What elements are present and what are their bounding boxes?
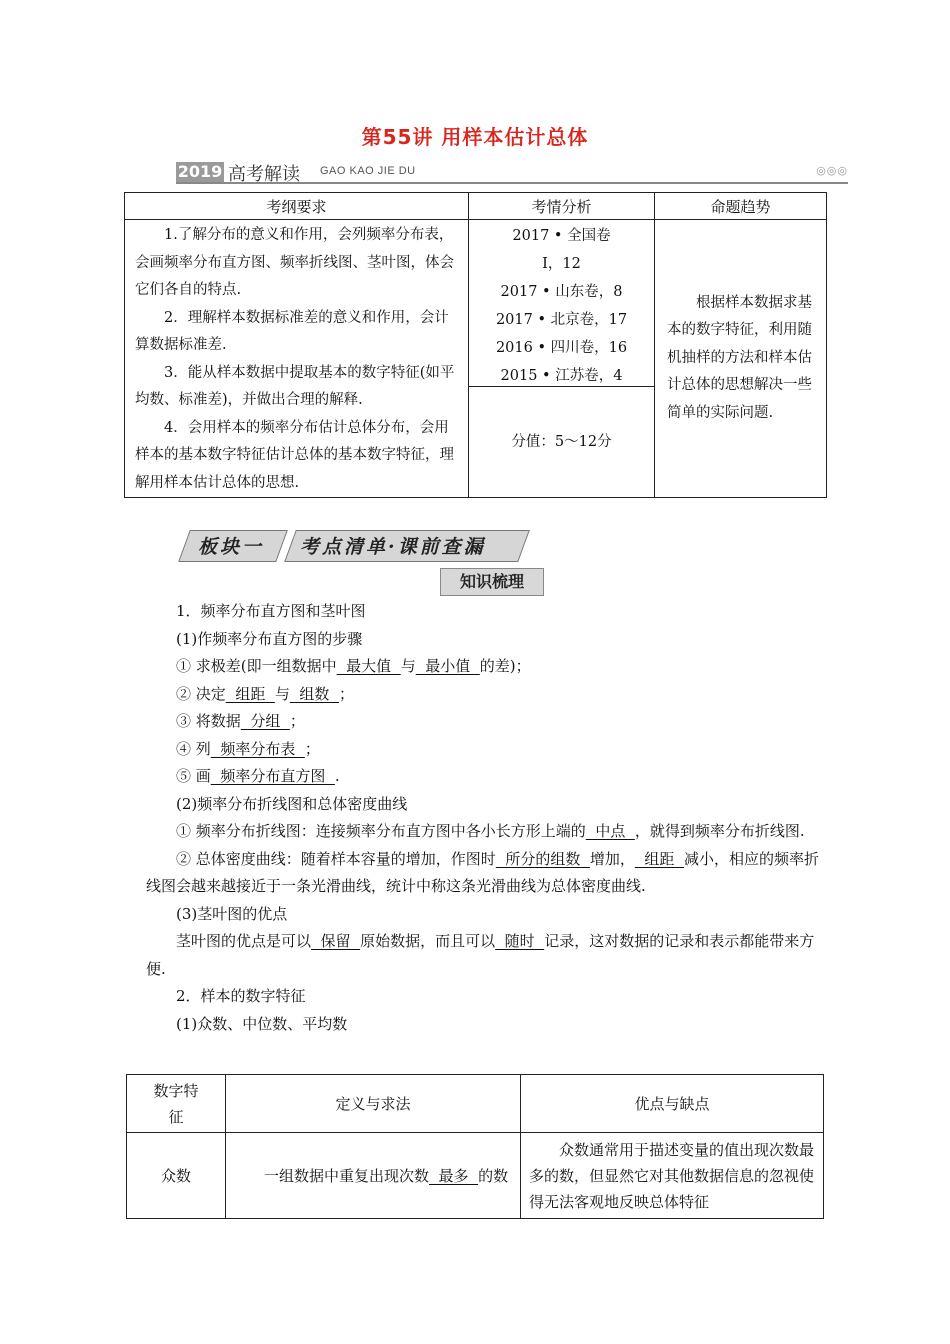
header-definition: 定义与求法 — [226, 1075, 521, 1133]
analysis-line: 2017 • 北京卷，17 — [495, 312, 628, 328]
requirements-cell — [125, 220, 469, 498]
subheading: (2)频率分布折线图和总体密度曲线 — [176, 794, 408, 813]
requirement-item: 3．能从样本数据中提取基本的数字特征(如平均数、标准差)，并做出合理的解释. — [135, 364, 455, 408]
statistics-table — [126, 1074, 824, 1219]
header-trend: 命题趋势 — [655, 193, 827, 220]
requirement-item: 4．会用样本的频率分布估计总体分布，会用样本的基本数字特征估计总体的基本数字特征，理解用样本估计总体的思想. — [135, 419, 454, 491]
step-2: ② 决定 组距 与 组数 ； — [176, 684, 354, 703]
requirement-item: 2．理解样本数据标准差的意义和作用，会计算数据标准差. — [135, 309, 449, 353]
trend-text: 根据样本数据求基本的数字特征，利用随机抽样的方法和样本估计总体的思想解决一些简单的实际问题. — [667, 294, 812, 421]
step-1: ① 求极差(即一组数据中 最大值 与 最小值 的差)； — [176, 657, 531, 675]
subheading: (3)茎叶图的优点 — [176, 904, 288, 923]
analysis-line: 2015 • 江苏卷，4 — [500, 368, 623, 384]
row-pros-cons: 众数通常用于描述变量的值出现次数最多的数，但显然它对其他数据信息的忽视使得无法客观地反映总体特征 — [521, 1133, 824, 1219]
step-5: ⑤ 画 频率分布直方图 . — [176, 767, 340, 785]
step-4: ④ 列 频率分布表 ； — [176, 739, 320, 758]
analysis-line: 2016 • 四川卷，16 — [495, 340, 628, 356]
requirement-item: 1.了解分布的意义和作用，会列频率分布表，会画频率分布直方图、频率折线图、茎叶图，体会它们各自的特点. — [135, 227, 454, 298]
header-requirements: 考纲要求 — [125, 193, 469, 220]
row-name: 众数 — [127, 1133, 226, 1219]
analysis-cell — [469, 220, 655, 498]
subheading: (1)众数、中位数、平均数 — [176, 1014, 348, 1033]
row-definition: 一组数据中重复出现次数 最多 的数 — [226, 1133, 521, 1219]
banner-dots-icon: ◎◎◎ — [816, 164, 848, 177]
heading-1: 1．频率分布直方图和茎叶图 — [176, 602, 366, 620]
analysis-line: 2017 • 山东卷，8 — [500, 284, 623, 300]
paragraph: 茎叶图的优点是可以 保留 原始数据，而且可以 随时 记录，这对数据的记录和表示都能带来方便. — [146, 932, 815, 978]
trend-cell — [655, 220, 827, 498]
page-title: 第55讲 用样本估计总体 — [361, 125, 589, 149]
section-part1: 板块一 — [198, 536, 265, 558]
banner-year: 2019 — [177, 162, 223, 181]
content-body — [146, 598, 826, 1038]
analysis-line: 2017 • 全国卷 — [512, 228, 611, 244]
gaokao-banner — [176, 160, 848, 184]
section-part2: 考点清单·课前查漏 — [300, 536, 486, 558]
header-pros-cons: 优点与缺点 — [521, 1075, 824, 1133]
analysis-years — [469, 220, 654, 387]
header-feature: 数字特征 — [127, 1075, 226, 1133]
score-range: 分值：5～12分 — [511, 434, 612, 450]
knowledge-label: 知识梳理 — [440, 568, 544, 596]
subheading: (1)作频率分布直方图的步骤 — [176, 629, 363, 648]
banner-label: 高考解读 — [228, 164, 300, 185]
banner-pinyin: GAO KAO JIE DU — [320, 165, 416, 177]
heading-2: 2．样本的数字特征 — [176, 987, 306, 1005]
analysis-line: Ⅰ，12 — [542, 256, 581, 272]
exam-overview-table — [124, 192, 827, 498]
step-3: ③ 将数据 分组 ； — [176, 712, 305, 730]
header-analysis: 考情分析 — [469, 193, 655, 220]
section-header — [180, 530, 530, 560]
paragraph: ② 总体密度曲线：随着样本容量的增加，作图时 所分的组数 增加， 组距 减小，相应的频率折线图会越来越接近于一条光滑曲线，统计中称这条光滑曲线为总体密度曲线. — [146, 849, 819, 895]
paragraph: ① 频率分布折线图：连接频率分布直方图中各小长方形上端的 中点 ，就得到频率分布折线图. — [176, 822, 805, 840]
